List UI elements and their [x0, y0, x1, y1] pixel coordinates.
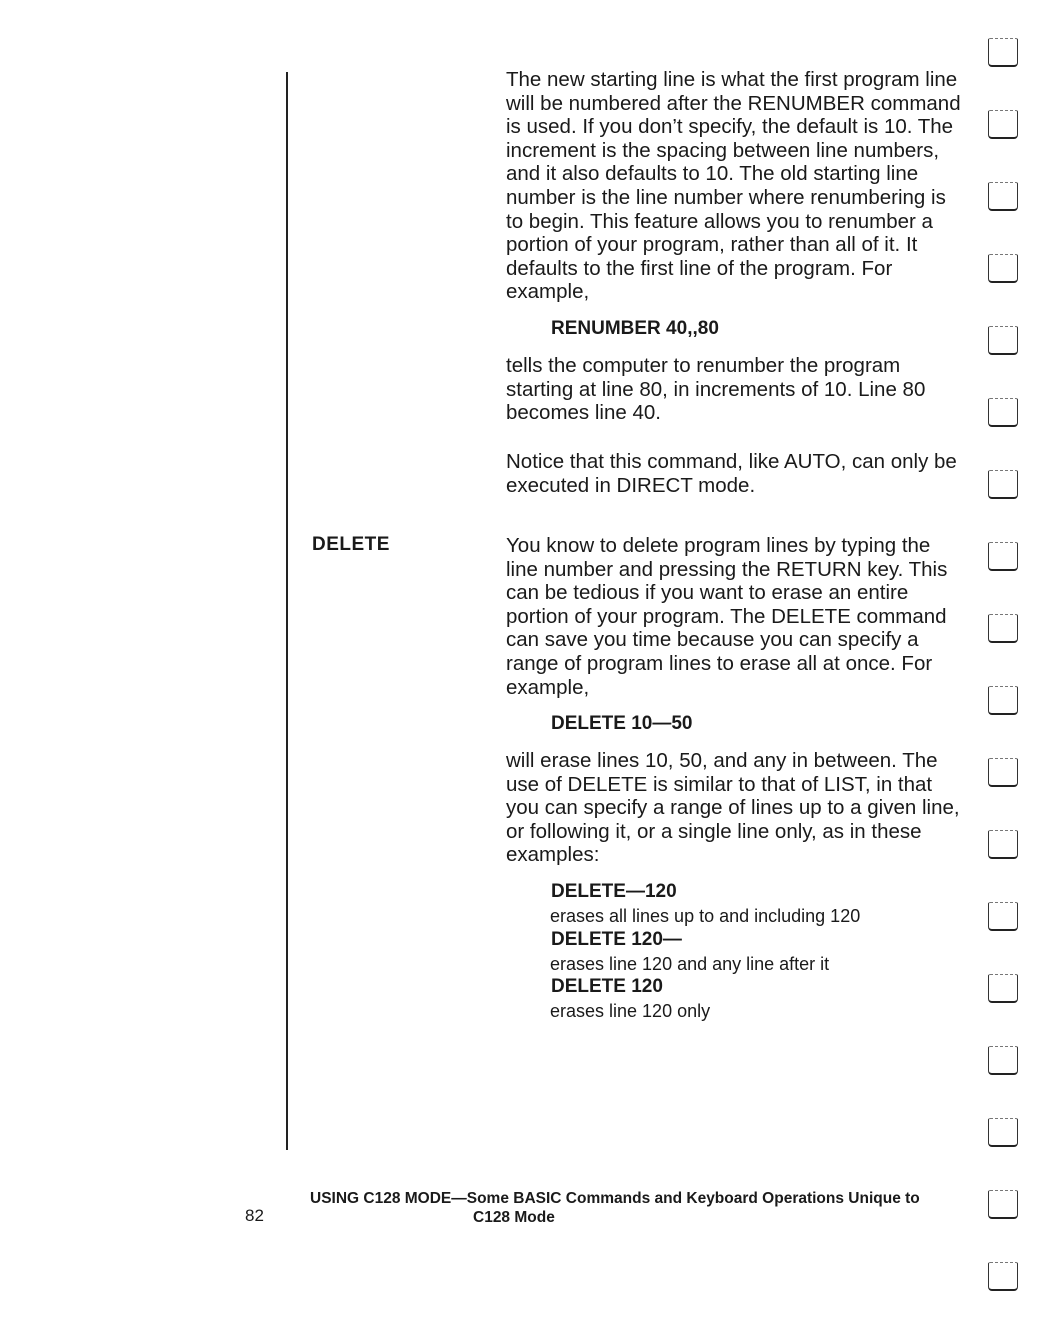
delete-example-explanation: will erase lines 10, 50, and any in between. The use of DELETE is similar to that of LIST, in that you can specify a range of lines up to a given line, or following it, or a single line only, as in these examples: [506, 749, 960, 867]
delete-example-3-description: erases line 120 only [550, 1001, 711, 1021]
perforation-hole [988, 470, 1018, 499]
perforation-hole [988, 326, 1018, 355]
perforation-hole [988, 182, 1018, 211]
perforation-hole [988, 1046, 1018, 1075]
perforation-hole [988, 1118, 1018, 1147]
renumber-example-explanation: tells the computer to renumber the program starting at line 80, in increments of 10. Line 80 becomes line 40. [506, 354, 926, 425]
perforation-hole [988, 686, 1018, 715]
delete-example-2-description: erases line 120 and any line after it [550, 954, 830, 974]
footer-title-line-1: USING C128 MODE—Some BASIC Commands and Keyboard Operations Unique to [310, 1190, 920, 1207]
renumber-note: Notice that this command, like AUTO, can only be executed in DIRECT mode. [506, 450, 957, 497]
delete-intro-paragraph: You know to delete program lines by typing the line number and pressing the RETURN key. This can be tedious if you want to erase an entire portion of your program. The DELETE command can save you time because you can specify a range of program lines to erase all at once. For example, [506, 534, 948, 699]
page-number: 82 [245, 1206, 264, 1225]
perforation-hole [988, 1262, 1018, 1291]
delete-example-2-command: DELETE 120— [551, 929, 682, 950]
perforation-hole [988, 614, 1018, 643]
perforation-hole [988, 38, 1018, 67]
perforation-hole [988, 758, 1018, 787]
perforation-hole [988, 902, 1018, 931]
footer-title-line-2: C128 Mode [473, 1209, 555, 1226]
perforation-hole [988, 830, 1018, 859]
perforation-hole [988, 398, 1018, 427]
perforation-hole [988, 254, 1018, 283]
delete-example-1-command: DELETE—120 [551, 881, 677, 902]
delete-example-1-description: erases all lines up to and including 120 [550, 906, 861, 926]
renumber-intro-paragraph: The new starting line is what the first program line will be numbered after the RENUMBER command is used. If you don’t specify, the default is 10. The increment is the spacing between line numbers, and it also defaults to 10. The old starting line number is the line number where renumbering is to begin. This feature allows you to renumber a portion of your program, rather than all of it. It defaults to the first line of the program. For example, [506, 68, 961, 304]
renumber-example-command: RENUMBER 40,,80 [551, 318, 719, 339]
delete-example-command: DELETE 10—50 [551, 713, 693, 734]
delete-section-heading: DELETE [312, 534, 390, 555]
margin-rule [286, 72, 288, 1150]
delete-example-3-command: DELETE 120 [551, 976, 663, 997]
perforation-hole [988, 1190, 1018, 1219]
running-footer-title [310, 1189, 950, 1227]
perforation-hole [988, 974, 1018, 1003]
perforation-hole [988, 110, 1018, 139]
perforation-hole [988, 542, 1018, 571]
